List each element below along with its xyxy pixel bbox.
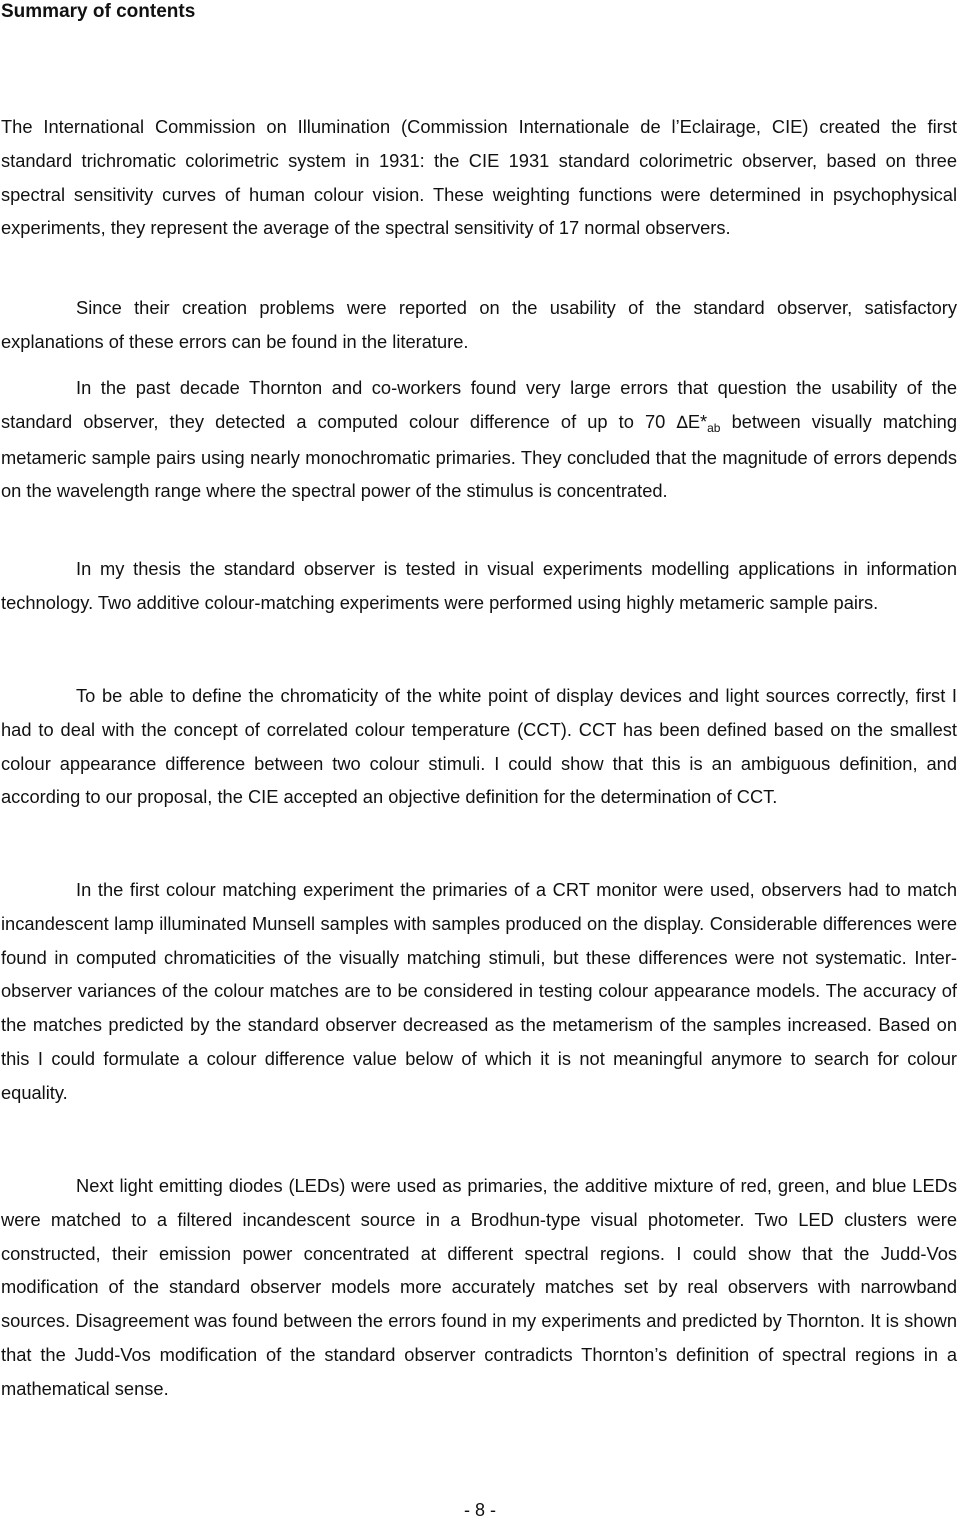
delta-symbol: ∆	[676, 412, 688, 433]
paragraph-3-text-after: between visually matching metameric sample pairs using nearly monochromatic primaries. They concluded that the magnitude of errors depends on the wavelength range where the spectral power of the stimulus is concentrated.	[1, 410, 957, 502]
delta-e-subscript: ab	[707, 420, 721, 435]
paragraph-3	[1, 371, 957, 508]
delta-e-symbol: E*	[687, 410, 708, 432]
paragraph-6: In the first colour matching experiment the primaries of a CRT monitor were used, observers had to match incandescent lamp illuminated Munsell samples with samples produced on the display. Considerable differences were found in computed chromaticities of the visually matching stimuli, but these differences were not systematic. Inter-observer variances of the colour matches are to be considered in testing colour appearance models. The accuracy of the matches predicted by the standard observer decreased as the metamerism of the samples increased. Based on this I could formulate a colour difference value below of which it is not meaningful anymore to search for colour equality.	[1, 879, 957, 1103]
page-title: Summary of contents	[1, 1, 196, 22]
paragraph-4: In my thesis the standard observer is tested in visual experiments modelling applications in information technology. Two additive colour-matching experiments were performed using highly metameric sample pairs.	[1, 558, 957, 613]
paragraph-1: The International Commission on Illumination (Commission Internationale de l’Eclairage, CIE) created the first standard trichromatic colorimetric system in 1931: the CIE 1931 standard colorimetric observer, based on three spectral sensitivity curves of human colour vision. These weighting functions were determined in psychophysical experiments, they represent the average of the spectral sensitivity of 17 normal observers.	[1, 116, 957, 239]
paragraph-3-text-before: In the past decade Thornton and co-workers found very large errors that question the usability of the standard observer, they detected a computed colour difference of up to 70	[1, 377, 957, 432]
paragraph-7: Next light emitting diodes (LEDs) were used as primaries, the additive mixture of red, green, and blue LEDs were matched to a filtered incandescent source in a Brodhun-type visual photometer. Two LED clusters were constructed, their emission power concentrated at different spectral regions. I could show that the Judd-Vos modification of the standard observer models more accurately matches set by real observers with narrowband sources. Disagreement was found between the errors found in my experiments and predicted by Thornton. It is shown that the Judd-Vos modification of the standard observer contradicts Thornton’s definition of spectral regions in a mathematical sense.	[1, 1175, 957, 1399]
paragraph-5: To be able to define the chromaticity of the white point of display devices and light sources correctly, first I had to deal with the concept of correlated colour temperature (CCT). CCT has been defined based on the smallest colour appearance difference between two colour stimuli. I could show that this is an ambiguous definition, and according to our proposal, the CIE accepted an objective definition for the determination of CCT.	[1, 685, 957, 808]
page-number: - 8 -	[463, 1500, 496, 1520]
paragraph-2: Since their creation problems were reported on the usability of the standard observer, satisfactory explanations of these errors can be found in the literature.	[1, 297, 957, 352]
